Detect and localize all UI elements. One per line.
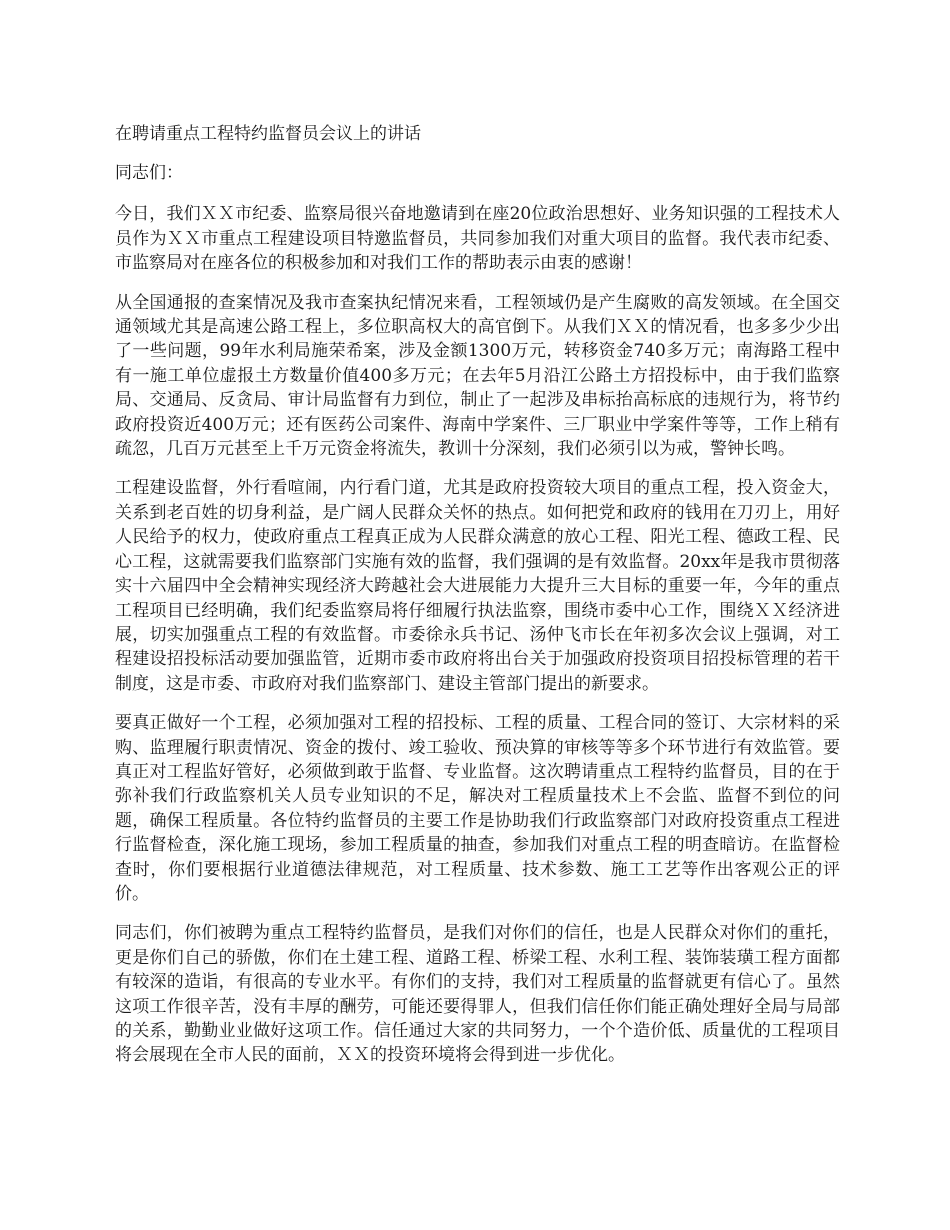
paragraph-2: 从全国通报的查案情况及我市查案执纪情况来看，工程领域仍是产生腐败的高发领域。在全国交通领域尤其是高速公路工程上，多位职高权大的高官倒下。从我们ＸＸ的情况看，也多多少少出了一些问题，99年水利局施荣希案，涉及金额1300万元，转移资金740多万元；南海路工程中有一施工单位虚报土方数量价值400多万元；在去年5月沿江公路土方招投标中，由于我们监察局、交通局、反贪局、审计局监督有力到位，制止了一起涉及串标抬高标底的违规行为，将节约政府投资近400万元；还有医药公司案件、海南中学案件、三厂职业中学案件等等，工作上稍有疏忽，几百万元甚至上千万元资金将流失，教训十分深刻，我们必须引以为戒，警钟长鸣。	[115, 292, 840, 460]
paragraph-5: 同志们，你们被聘为重点工程特约监督员，是我们对你们的信任，也是人民群众对你们的重托，更是你们自己的骄傲，你们在土建工程、道路工程、桥梁工程、水利工程、装饰装璜工程方面都有较深的造诣，有很高的专业水平。有你们的支持，我们对工程质量的监督就更有信心了。虽然这项工作很辛苦，没有丰厚的酬劳，可能还要得罪人，但我们信任你们能正确处理好全局与局部的关系，勤勤业业做好这项工作。信任通过大家的共同努力，一个个造价低、质量优的工程项目将会展现在全市人民的面前，ＸＸ的投资环境将会得到进一步优化。	[115, 923, 840, 1066]
paragraph-1: 今日，我们ＸＸ市纪委、监察局很兴奋地邀请到在座20位政治思想好、业务知识强的工程技术人员作为ＸＸ市重点工程建设项目特邀监督员，共同参加我们对重大项目的监督。我代表市纪委、市监察局对在座各位的积极参加和对我们工作的帮助表示由衷的感谢！	[115, 204, 840, 274]
document-title: 在聘请重点工程特约监督员会议上的讲话	[115, 124, 421, 144]
salutation: 同志们：	[115, 163, 183, 183]
document-page	[115, 122, 840, 1083]
paragraph-4: 要真正做好一个工程，必须加强对工程的招投标、工程的质量、工程合同的签订、大宗材料的采购、监理履行职责情况、资金的拨付、竣工验收、预决算的审核等等多个环节进行有效监管。要真正对工程监好管好，必须做到敢于监督、专业监督。这次聘请重点工程特约监督员，目的在于弥补我们行政监察机关人员专业知识的不足，解决对工程质量技术上不会监、监督不到位的问题，确保工程质量。各位特约监督员的主要工作是协助我们行政监察部门对政府投资重点工程进行监督检查，深化施工现场，参加工程质量的抽查，参加我们对重点工程的明查暗访。在监督检查时，你们要根据行业道德法律规范，对工程质量、技术参数、施工工艺等作出客观公正的评价。	[115, 713, 840, 904]
paragraph-3: 工程建设监督，外行看喧闹，内行看门道，尤其是政府投资较大项目的重点工程，投入资金大，关系到老百姓的切身利益，是广阔人民群众关怀的热点。如何把党和政府的钱用在刀刃上，用好人民给予的权力，使政府重点工程真正成为人民群众满意的放心工程、阳光工程、德政工程、民心工程，这就需要我们监察部门实施有效的监督，我们强调的是有效监督。20xx年是我市贯彻落实十六届四中全会精神实现经济大跨越社会大进展能力大提升三大目标的重要一年，今年的重点工程项目已经明确，我们纪委监察局将仔细履行执法监察，围绕市委中心工作，围绕ＸＸ经济进展，切实加强重点工程的有效监督。市委徐永兵书记、汤仲飞市长在年初多次会议上强调，对工程建设招投标活动要加强监管，近期市委市政府将出台关于加强政府投资项目招投标管理的若干制度，这是市委、市政府对我们监察部门、建设主管部门提出的新要求。	[115, 478, 840, 694]
